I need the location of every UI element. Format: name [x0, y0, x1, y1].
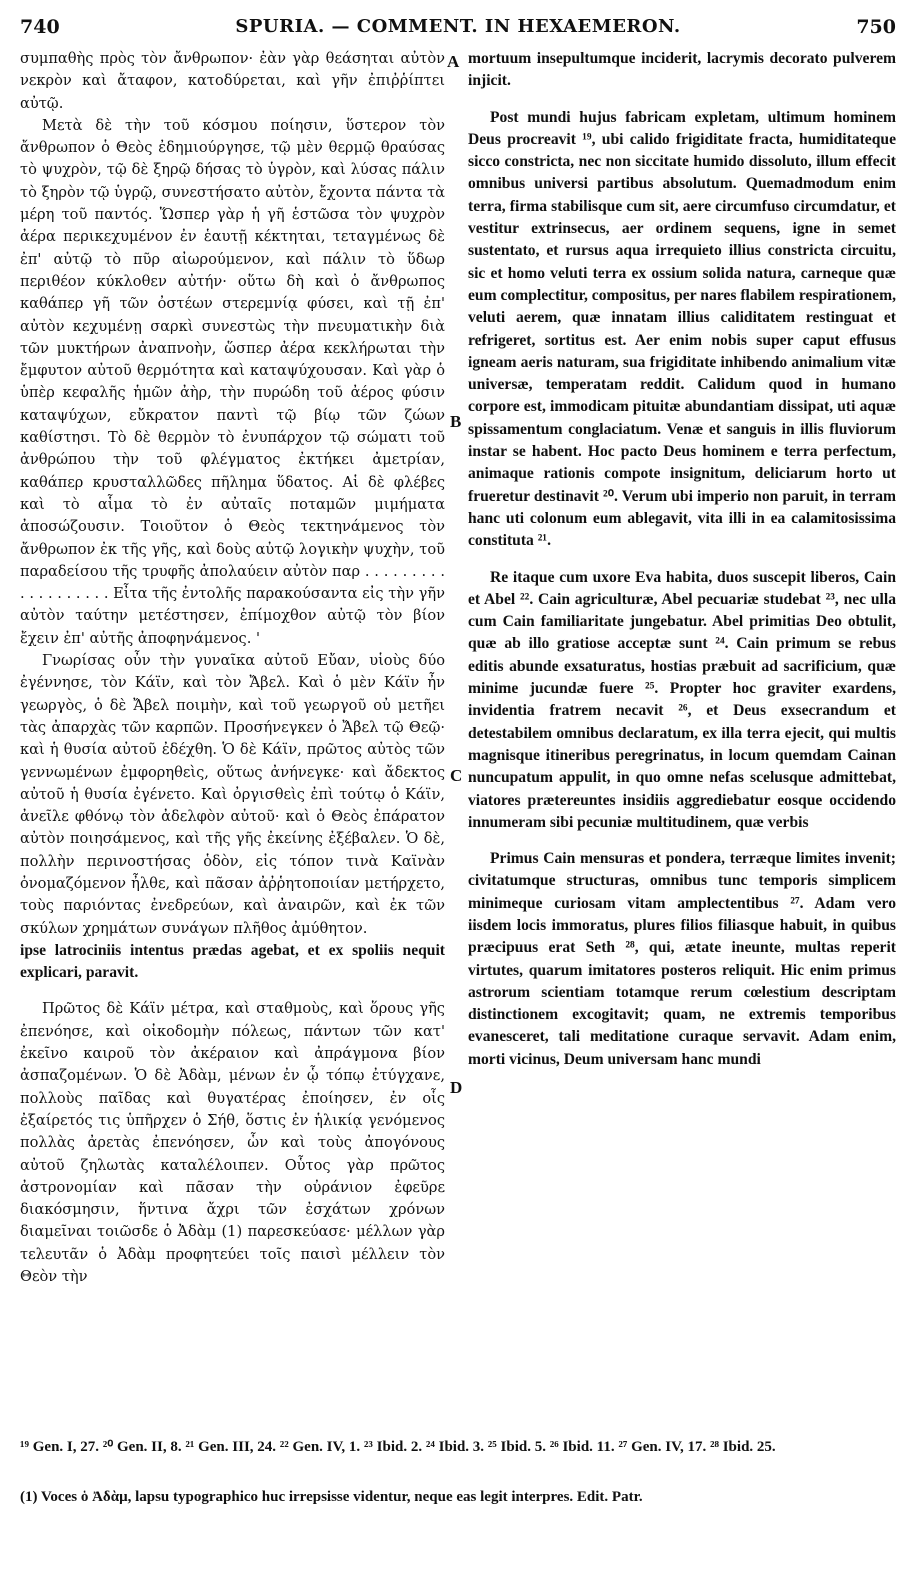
margin-marker-c: C [450, 766, 463, 785]
page-number-right: 750 [856, 16, 896, 38]
greek-paragraph-3: Γνωρίσας οὖν τὴν γυναῖκα αὐτοῦ Εὔαν, υἱοὺς δύο ἐγέννησε, τὸν Κάϊν, καὶ τὸν Ἄβελ. Καὶ ὁ μὲν Κάϊν ἦν γεωργὸς, ὁ δὲ Ἄβελ ποιμὴν, καὶ τοῦ γεωργοῦ οὐ μετῆει τὰς ἀπαρχὰς τῶν καρπῶν. Προσήνεγκεν ὁ Ἄβελ τῷ Θεῷ· καὶ ἡ θυσία αὐτοῦ ἐδέχθη. Ὁ δὲ Κάϊν, πρῶτος αὐτὸς τῶν γεννωμένων ἐμφορηθεὶς, οὕτως ἀνήνεγκε· καὶ ἄδεκτος αὐτοῦ ἡ θυσία ἐγένετο. Καὶ ὀργισθεὶς ἐπὶ τούτῳ ὁ Κάϊν, ἀνεῖλε φθόνῳ τὸν ἀδελφὸν αὐτοῦ· καὶ ὁ Θεὸς ἐπάρατον αὐτὸν ποιησάμενος, καὶ τῆς γῆς ἐκείνης ἐξέβαλεν. Ὁ δὲ, πολλὴν περινοστήσας ὁδὸν, εἰς τόπον τινὰ Καϊνὰν ὀνομαζόμενον ἦλθε, καὶ πᾶσαν ἀῤῥητοποιίαν μετήρχετο, τοὺς παριόντας ἐνεδρεύων, καὶ ἀναιρῶν, καὶ ἐκ τῶν σκύλων χρημάτων συνάγων πλῆθος ἀμύθητον. [20, 652, 445, 937]
greek-paragraph-4: Πρῶτος δὲ Κάϊν μέτρα, καὶ σταθμοὺς, καὶ ὅρους γῆς ἐπενόησε, καὶ οἰκοδομὴν πόλεως, πάντων τῶν κατ' ἐκεῖνο καιροῦ τὸν ἀκέραιον καὶ ἀπράγμονα βίον ἀσπαζομένων. Ὁ δὲ Ἀδὰμ, μένων ἐν ᾧ τόπῳ ἐτύγχανε, πολλοὺς παῖδας καὶ θυγατέρας ἐποίησεν, ἐν οἷς ἐξαίρετός τις ὑπῆρχεν ὁ Σήθ, ὅστις ἐν ἡλικίᾳ γενόμενος πολλὰς ἀρετὰς ἐπενόησεν, ὧν καὶ τοὺς ἀπογόνους αὐτοῦ ζηλωτὰς καταλέλοιπεν. Οὗτος γὰρ πρῶτος ἀστρονομίαν καὶ πᾶσαν τὴν οὐράνιον ἐφεῦρε διακόσμησιν, ἥντινα ἄχρι τῶν ἐσχάτων χρόνων διαμεῖναι τοιῶσδε ὁ Ἀδὰμ (1) παρεσκεύασε· μέλλων γὰρ τελευτᾶν ὁ Ἀδὰμ προφητεύει τοῖς παισὶ μέλλειν τὸν Θεὸν τὴν [20, 1000, 445, 1286]
editor-footnote: (1) Voces ὁ Ἀδὰμ, lapsu typographico huc irrepsisse videntur, neque eas legit interpres. Edit. Patr. [20, 1489, 643, 1505]
latin-continuation-line: ipse latrociniis intentus prædas agebat, et ex spoliis nequit explicari, paravit. [20, 941, 445, 982]
running-title: SPURIA. — COMMENT. IN HEXAEMERON. [235, 16, 681, 37]
latin-column [468, 48, 896, 1071]
latin-paragraph-3: Re itaque cum uxore Eva habita, duos suscepit liberos, Cain et Abel ²². Cain agriculturæ, Abel pecuariæ studebat ²³, nec ulla cum Cain familiaritate jungebatur. Abel primitias Deo obtulit, quæ ab illo gratiose acceptæ sunt ²⁴. Cain primum se rebus editis abunde exsaturatus, hostias præbuit ad sacrificium, quæ minime jucundæ fuere ²⁵. Propter hoc graviter exardens, invidentia fratrem necavit ²⁶, et Deus exsecrandum et detestabilem omnibus declaratum, ex illa terra ejecit, qui multis magnisque itineribus peregrinatus, in locum quemdam Cainan nuncupatum appulit, in quo omne nefas scelusque admittebat, viatores prætereuntes insidiis aggrediebatur eosque occidendo innumeram sibi pecuniæ multitudinem, quæ verbis [468, 568, 896, 831]
latin-paragraph-4: Primus Cain mensuras et pondera, terræque limites invenit; civitatumque structuras, omnibus tunc temporis simplicem minimeque curiosam vitam amplectentibus ²⁷. Adam vero iisdem locis immoratus, plures filios filiasque habuit, in quibus præcipuus erat Seth ²⁸, qui, ætate ineunte, multas reperit virtutes, quarum imitatores posteros reliquit. Hic enim primus astrorum scientiam totamque rerum cœlestium descriptam distinctionem excogitavit; quam, ne extremis temporibus evanesceret, tali meditatione curaque servavit. Adam enim, morti vicinus, Deum universam hanc mundi [468, 850, 896, 1068]
greek-column [20, 48, 445, 1288]
page-number-left: 740 [20, 16, 60, 38]
page-header [20, 16, 896, 46]
margin-marker-b: B [450, 412, 462, 431]
greek-paragraph-2: Μετὰ δὲ τὴν τοῦ κόσμου ποίησιν, ὕστερον τὸν ἄνθρωπον ὁ Θεὸς ἐδημιούργησε, τῷ μὲν θερμῷ θραύσας τὸ ψυχρὸν, τῷ δὲ ξηρῷ δήσας τὸ ὑγρὸν, καὶ λύσας πάλιν τὸ ξηρὸν τῷ ὑγρῷ, συνεστήσατο αὐτὸν, ἔχοντα πάντα τὰ μέρη τοῦ παντός. Ὥσπερ γὰρ ἡ γῆ ἑστῶσα τὸν ψυχρὸν ἀέρα περικεχυμένον ἐν ἑαυτῇ κέκτηται, τεταγμένως δὲ ἐπ' αὐτῷ τὸ πῦρ αἰωρούμενον, καὶ πάλιν τὸ ὕδωρ περιθέον κύκλοθεν αὐτήν· οὕτω δὴ καὶ ὁ ἄνθρωπος καθάπερ γῆ τῶν ὀστέων στερεμνίᾳ φύσει, καὶ τῇ ἐπ' αὐτὸν κεχυμένῃ σαρκὶ συνεστὼς τὴν πνευματικὴν διὰ τῶν μυκτήρων ἀναπνοὴν, ὥσπερ ἀέρα κεκλήρωται τὴν ἔμφυτον αὐτοῦ θερμότητα καὶ καταψύχουσαν. Καὶ γὰρ ὁ ὑπὲρ κεφαλῆς ἡμῶν ἀὴρ, τὴν πυρώδη τοῦ ἀέρος φύσιν καταψύχων, εὔκρατον παντὶ τῷ βίῳ τῶν ζώων καθίστησι. Τὸ δὲ θερμὸν τὸ ἐνυπάρχον τῷ σώματι τοῦ ἀνθρώπου τὴν τοῦ φλέγματος ἐκτήκει ἀμετρίαν, καθάπερ κρυσταλλῶδες πῆλημα ὕδατος. Αἱ δὲ φλέβες καὶ τὸ αἷμα τὸ ἐν αὐταῖς ποταμῶν μιμήματα ἀποσώζουσιν. Τοιοῦτον ὁ Θεὸς τεκτηνάμενος τὸν ἄνθρωπον ἐκ τῆς γῆς, καὶ δοὺς αὐτῷ λογικὴν ψυχὴν, τοῦ παραδείσου τῆς τρυφῆς ἀπολαύειν αὐτὸν παρ . . . . . . . . . . . . . . . . . . . Εἶτα τῆς ἐντολῆς παρακούσαντα εἰς τὴν γῆν αὐτὸν ταύτην μετέστησεν, ἐπίμοχθον αὐτῷ τὸν βίον ἔχειν ἐπ' αὐτῆς ἀποφηνάμενος. ' [20, 116, 445, 647]
latin-paragraph-1: mortuum insepultumque inciderit, lacrymis decorato pulverem injicit. [468, 50, 896, 90]
greek-paragraph-1: συμπαθὴς πρὸς τὸν ἄνθρωπον· ἐὰν γὰρ θεάσηται αὐτὸν νεκρὸν καὶ ἄταφον, κατοδύρεται, καὶ γῆν ἐπιῤῥίπτει αὐτῷ. [20, 50, 445, 112]
footnote-references: ¹⁹ Gen. I, 27. ²⁰ Gen. II, 8. ²¹ Gen. III, 24. ²² Gen. IV, 1. ²³ Ibid. 2. ²⁴ Ibid. 3. ²⁵ Ibid. 5. ²⁶ Ibid. 11. ²⁷ Gen. IV, 17. ²⁸ Ibid. 25. [20, 1439, 776, 1455]
latin-paragraph-2: Post mundi hujus fabricam expletam, ultimum hominem Deus procreavit ¹⁹, ubi calido frigiditate fracta, humiditateque sicco constricta, nec non siccitate humido dissoluto, illum effecit omnibus universi partibus absolutum. Quemadmodum enim terra, firma stabilisque cum sit, aere circumfuso circumdatur, et vestitur extrinsecus, aer ordinem sequens, igne in semet sustentato, et rursus aqua irrequieto illius constricta circuitu, sic et homo veluti terra ex ossium solida natura, carneque quæ eum complectitur, compositus, per nares flabilem respirationem, veluti aerem, quæ innatam illius caliditatem restinguat et refrigeret, sortitus est. Aer enim nobis super caput effusus igneam aeris naturam, sua frigiditate inhibendo animalium vitæ universæ, temperatam reddit. Calidum quod in humano corpore est, immodicam pituitæ abundantiam dissipat, uti aquæ spissamentum conglaciatum. Venæ et sanguis in illis fluviorum instar se habent. Hoc pacto Deus hominem e terra perfectum, animaque rationis compote insignitum, deliciarum horto ut frueretur destinavit ²⁰. Verum ubi imperio non paruit, in terram hanc uti colonum eum ablegavit, vita illi in ea calamitosissima constituta ²¹. [468, 108, 896, 550]
margin-marker-a: A [447, 52, 460, 71]
margin-marker-d: D [450, 1078, 463, 1097]
